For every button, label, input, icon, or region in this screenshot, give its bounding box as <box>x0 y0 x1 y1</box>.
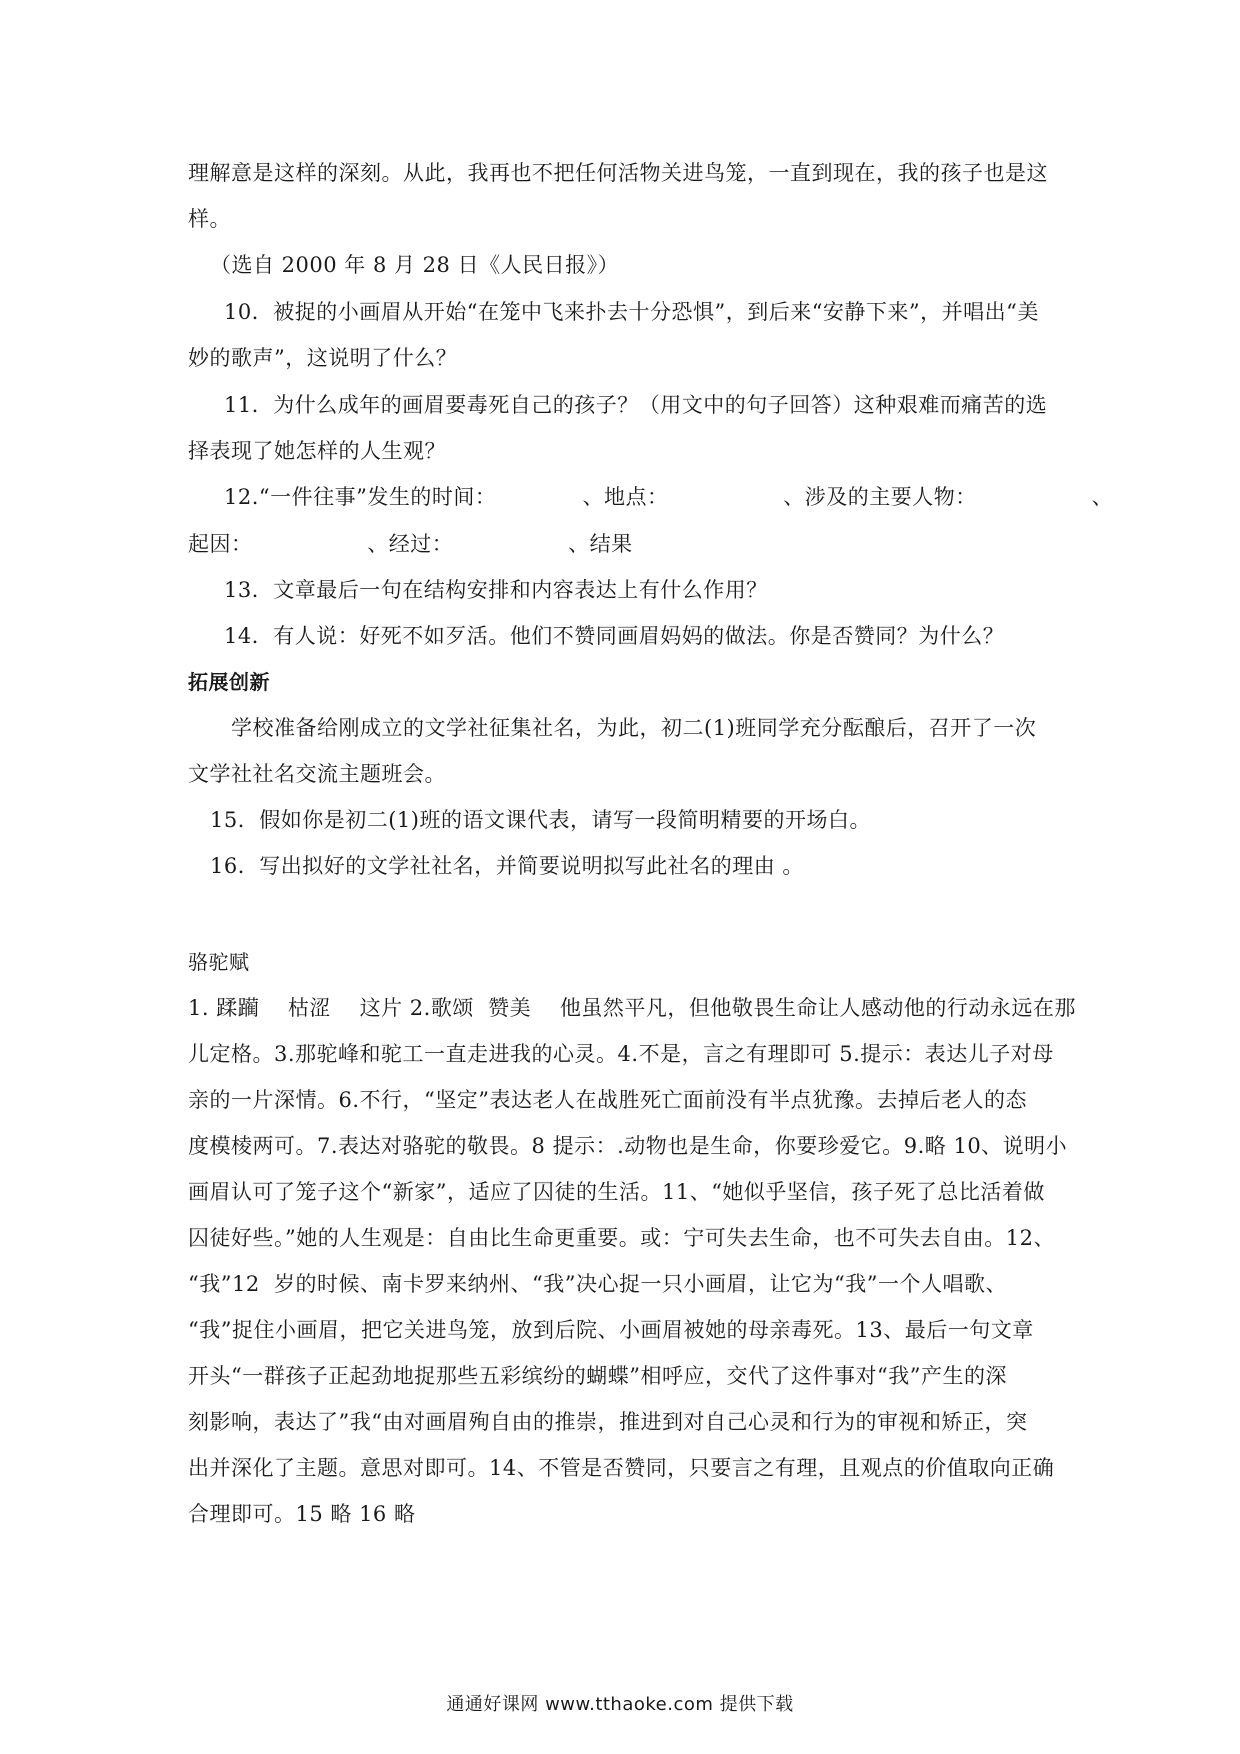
question-15: 15．假如你是初二(1)班的语文课代表，请写一段简明精要的开场白。 <box>210 808 871 832</box>
answer-line: 画眉认可了笼子这个“新家”，适应了囚徒的生活。11、“她似乎坚信，孩子死了总比活着做 <box>188 1180 1045 1204</box>
answer-line: 囚徒好些。”她的人生观是：自由比生命更重要。或：宁可失去生命，也不可失去自由。12、 <box>188 1226 1055 1250</box>
answer-line: “我”捉住小画眉，把它关进鸟笼，放到后院、小画眉被她的母亲毒死。13、最后一句文章 <box>188 1318 1034 1342</box>
answer-line: “我”12 岁的时候、南卡罗来纳州、“我”决心捉一只小画眉，让它为“我”一个人唱歌、 <box>188 1272 1007 1296</box>
question-10: 10．被捉的小画眉从开始“在笼中飞来扑去十分恐惧”，到后来“安静下来”，并唱出“美 <box>224 300 1039 324</box>
extension-intro-continued: 文学社社名交流主题班会。 <box>188 762 446 786</box>
answer-line: 1. 蹂躏 枯涩 这片 2.歌颂 赞美 他虽然平凡，但他敬畏生命让人感动他的行动永远在那 <box>188 996 1076 1020</box>
question-14: 14．有人说：好死不如歹活。他们不赞同画眉妈妈的做法。你是否赞同？为什么？ <box>224 624 1005 648</box>
question-11: 11．为什么成年的画眉要毒死自己的孩子？（用文中的句子回答）这种艰难而痛苦的选 <box>224 393 1048 417</box>
answer-line: 度模棱两可。7.表达对骆驼的敬畏。8 提示：.动物也是生命，你要珍爱它。9.略 10、说明小 <box>188 1134 1068 1158</box>
answer-line: 合理即可。15 略 16 略 <box>188 1502 416 1526</box>
section-heading: 拓展创新 <box>188 670 270 694</box>
question-11-continued: 择表现了她怎样的人生观？ <box>188 439 446 463</box>
question-16: 16．写出拟好的文学社社名，并简要说明拟写此社名的理由 。 <box>210 854 804 878</box>
answer-line: 儿定格。3.那驼峰和驼工一直走进我的心灵。4.不是，言之有理即可 5.提示：表达儿子对母 <box>188 1042 1054 1066</box>
passage-line: 样。 <box>188 207 231 231</box>
answer-line: 出并深化了主题。意思对即可。14、不管是否赞同，只要言之有理，且观点的价值取向正确 <box>188 1456 1055 1480</box>
answers-title: 骆驼赋 <box>188 950 250 974</box>
question-12: 12.“一件往事”发生的时间： 、地点： 、涉及的主要人物： 、 <box>224 485 1114 509</box>
question-10-continued: 妙的歌声”，这说明了什么？ <box>188 346 458 370</box>
answer-line: 亲的一片深情。6.不行，“坚定”表达老人在战胜死亡面前没有半点犹豫。去掉后老人的态 <box>188 1088 1028 1112</box>
answer-line: 开头“一群孩子正起劲地捉那些五彩缤纷的蝴蝶”相呼应，交代了这件事对“我”产生的深 <box>188 1364 1007 1388</box>
question-12-continued: 起因： 、经过： 、结果 <box>188 532 633 556</box>
extension-intro: 学校准备给刚成立的文学社征集社名，为此，初二(1)班同学充分酝酿后，召开了一次 <box>231 716 1037 740</box>
footer-credit: 通通好课网 www.tthaoke.com 提供下载 <box>446 1694 794 1715</box>
passage-source: （选自 2000 年 8 月 28 日《人民日报》） <box>210 253 620 277</box>
question-13: 13．文章最后一句在结构安排和内容表达上有什么作用？ <box>224 578 768 602</box>
answer-line: 刻影响，表达了”我“由对画眉殉自由的推崇，推进到对自己心灵和行为的审视和矫正，突 <box>188 1410 1028 1434</box>
passage-line: 理解意是这样的深刻。从此，我再也不把任何活物关进鸟笼，一直到现在，我的孩子也是这 <box>188 161 1048 185</box>
